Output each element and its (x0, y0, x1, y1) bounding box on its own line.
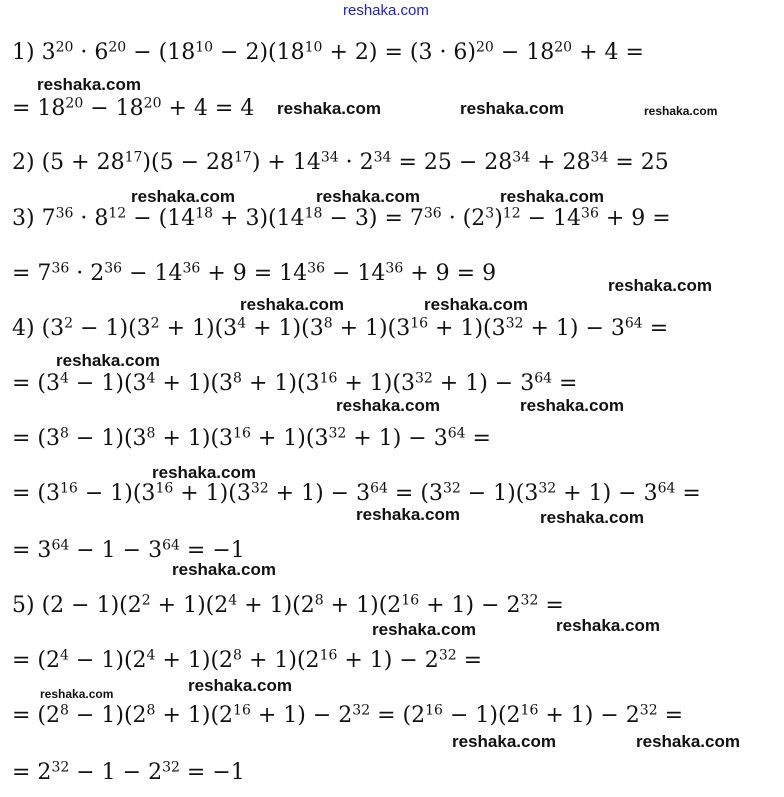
math-line-8: = $(3^8 - 1)(3^8 + 1)(3^{16} + 1)(3^{32} + 1) - 3^{64}$ = (12, 425, 491, 451)
watermark: reshaka.com (452, 732, 556, 751)
math-line-2: = $18^{20} - 18^{20} + 4 = 4$ (12, 95, 255, 121)
watermark: reshaka.com (277, 99, 381, 118)
math-line-11: 5) $(2 - 1)(2^2 + 1)(2^4 + 1)(2^8 + 1)(2^{16} + 1) - 2^{32}$ = (12, 592, 564, 618)
watermark: reshaka.com (540, 508, 644, 527)
math-line-7: = $(3^4 - 1)(3^4 + 1)(3^8 + 1)(3^{16} + 1)(3^{32} + 1) - 3^{64}$ = (12, 370, 578, 396)
watermark: reshaka.com (556, 616, 660, 635)
watermark: reshaka.com (636, 732, 740, 751)
watermark: reshaka.com (372, 620, 476, 639)
watermark: reshaka.com (500, 187, 604, 206)
watermark: reshaka.com (172, 560, 276, 579)
watermark: reshaka.com (131, 187, 235, 206)
math-line-13: = $(2^8 - 1)(2^8 + 1)(2^{16} + 1) - 2^{32} = (2^{16} - 1)(2^{16} + 1) - 2^{32}$ = (12, 702, 684, 728)
watermark: reshaka.com (152, 463, 256, 482)
math-line-9: = $(3^{16} - 1)(3^{16} + 1)(3^{32} + 1) - 3^{64} = (3^{32} - 1)(3^{32} + 1) - 3^{64}$ = (12, 480, 701, 506)
watermark: reshaka.com (424, 295, 528, 314)
watermark: reshaka.com (56, 351, 160, 370)
watermark: reshaka.com (608, 276, 712, 295)
math-line-1: 1) $3^{20} \cdot 6^{20} - (18^{10} - 2)(18^{10} + 2) = (3 \cdot 6)^{20} - 18^{20} + 4$ = (12, 39, 644, 65)
watermark-header: reshaka.com (343, 2, 429, 19)
math-line-5: = $7^{36} \cdot 2^{36} - 14^{36} + 9 = 14^{36} - 14^{36} + 9 = 9$ (12, 260, 497, 286)
watermark: reshaka.com (356, 505, 460, 524)
watermark: reshaka.com (644, 104, 718, 118)
watermark: reshaka.com (520, 396, 624, 415)
watermark: reshaka.com (40, 687, 114, 701)
watermark: reshaka.com (37, 75, 141, 94)
math-line-10: = $3^{64} - 1 - 3^{64} = -1$ (12, 537, 245, 563)
math-line-6: 4) $(3^2 - 1)(3^2 + 1)(3^4 + 1)(3^8 + 1)(3^{16} + 1)(3^{32} + 1) - 3^{64}$ = (12, 315, 669, 341)
watermark: reshaka.com (336, 396, 440, 415)
math-line-14: = $2^{32} - 1 - 2^{32} = -1$ (12, 759, 245, 785)
watermark: reshaka.com (460, 99, 564, 118)
math-line-3: 2) $(5 + 28^{17})(5 - 28^{17}) + 14^{34} \cdot 2^{34} = 25 - 28^{34} + 28^{34} = 25$ (12, 149, 669, 175)
math-line-4: 3) $7^{36} \cdot 8^{12} - (14^{18} + 3)(14^{18} - 3) = 7^{36} \cdot (2^3)^{12} - 14^{36} + 9$ = (12, 205, 671, 231)
watermark: reshaka.com (240, 295, 344, 314)
math-line-12: = $(2^4 - 1)(2^4 + 1)(2^8 + 1)(2^{16} + 1) - 2^{32}$ = (12, 647, 483, 673)
watermark: reshaka.com (188, 676, 292, 695)
watermark: reshaka.com (316, 187, 420, 206)
